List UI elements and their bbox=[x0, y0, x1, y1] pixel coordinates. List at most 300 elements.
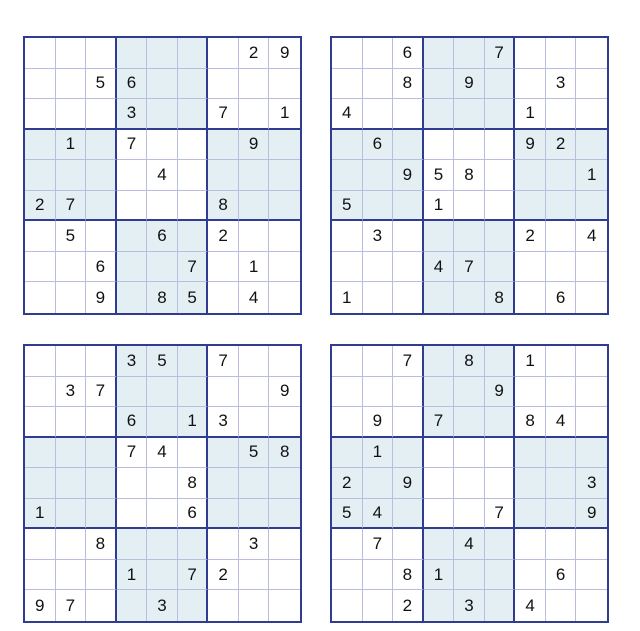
sudoku-cell[interactable] bbox=[454, 282, 485, 313]
sudoku-cell[interactable]: 8 bbox=[393, 69, 424, 100]
sudoku-cell[interactable] bbox=[208, 529, 239, 560]
sudoku-cell[interactable] bbox=[393, 499, 424, 530]
sudoku-cell[interactable]: 7 bbox=[208, 346, 239, 377]
sudoku-cell[interactable]: 1 bbox=[576, 160, 607, 191]
sudoku-cell[interactable]: 3 bbox=[147, 590, 178, 621]
sudoku-cell[interactable]: 7 bbox=[178, 560, 209, 591]
sudoku-cell[interactable] bbox=[178, 99, 209, 130]
sudoku-cell[interactable] bbox=[239, 499, 270, 530]
sudoku-cell[interactable] bbox=[86, 130, 117, 161]
sudoku-cell[interactable] bbox=[269, 282, 300, 313]
sudoku-cell[interactable]: 5 bbox=[147, 346, 178, 377]
sudoku-cell[interactable] bbox=[86, 590, 117, 621]
sudoku-cell[interactable] bbox=[454, 438, 485, 469]
sudoku-cell[interactable] bbox=[25, 282, 56, 313]
sudoku-cell[interactable]: 6 bbox=[86, 252, 117, 283]
sudoku-cell[interactable] bbox=[56, 346, 87, 377]
sudoku-cell[interactable] bbox=[56, 529, 87, 560]
sudoku-cell[interactable] bbox=[546, 38, 577, 69]
sudoku-cell[interactable] bbox=[363, 377, 394, 408]
sudoku-cell[interactable] bbox=[546, 99, 577, 130]
sudoku-cell[interactable] bbox=[178, 191, 209, 222]
sudoku-cell[interactable] bbox=[546, 468, 577, 499]
sudoku-cell[interactable] bbox=[515, 160, 546, 191]
sudoku-cell[interactable]: 4 bbox=[363, 499, 394, 530]
sudoku-cell[interactable] bbox=[208, 590, 239, 621]
sudoku-cell[interactable]: 5 bbox=[86, 69, 117, 100]
sudoku-cell[interactable] bbox=[363, 560, 394, 591]
sudoku-cell[interactable]: 5 bbox=[178, 282, 209, 313]
sudoku-cell[interactable]: 8 bbox=[485, 282, 516, 313]
sudoku-cell[interactable]: 5 bbox=[332, 499, 363, 530]
sudoku-cell[interactable]: 7 bbox=[86, 377, 117, 408]
sudoku-cell[interactable] bbox=[424, 499, 455, 530]
sudoku-cell[interactable] bbox=[117, 377, 148, 408]
sudoku-cell[interactable] bbox=[515, 438, 546, 469]
sudoku-cell[interactable] bbox=[269, 560, 300, 591]
sudoku-cell[interactable] bbox=[393, 377, 424, 408]
sudoku-cell[interactable] bbox=[25, 69, 56, 100]
sudoku-cell[interactable] bbox=[178, 69, 209, 100]
sudoku-cell[interactable] bbox=[117, 468, 148, 499]
sudoku-cell[interactable]: 7 bbox=[208, 99, 239, 130]
sudoku-cell[interactable] bbox=[86, 346, 117, 377]
sudoku-cell[interactable] bbox=[576, 529, 607, 560]
sudoku-cell[interactable]: 8 bbox=[208, 191, 239, 222]
sudoku-cell[interactable] bbox=[86, 160, 117, 191]
sudoku-cell[interactable] bbox=[178, 590, 209, 621]
sudoku-cell[interactable] bbox=[86, 560, 117, 591]
sudoku-cell[interactable] bbox=[485, 560, 516, 591]
sudoku-cell[interactable] bbox=[117, 191, 148, 222]
sudoku-cell[interactable]: 3 bbox=[576, 468, 607, 499]
sudoku-cell[interactable] bbox=[363, 346, 394, 377]
sudoku-cell[interactable] bbox=[178, 221, 209, 252]
sudoku-cell[interactable] bbox=[25, 377, 56, 408]
sudoku-cell[interactable] bbox=[424, 282, 455, 313]
sudoku-cell[interactable] bbox=[239, 468, 270, 499]
sudoku-cell[interactable] bbox=[269, 407, 300, 438]
sudoku-cell[interactable] bbox=[576, 69, 607, 100]
sudoku-cell[interactable] bbox=[363, 252, 394, 283]
sudoku-cell[interactable] bbox=[515, 69, 546, 100]
sudoku-cell[interactable] bbox=[269, 160, 300, 191]
sudoku-cell[interactable]: 2 bbox=[208, 221, 239, 252]
sudoku-cell[interactable]: 1 bbox=[117, 560, 148, 591]
sudoku-cell[interactable] bbox=[208, 130, 239, 161]
sudoku-cell[interactable] bbox=[576, 282, 607, 313]
sudoku-cell[interactable]: 3 bbox=[454, 590, 485, 621]
sudoku-cell[interactable] bbox=[178, 38, 209, 69]
sudoku-cell[interactable] bbox=[454, 99, 485, 130]
sudoku-cell[interactable]: 7 bbox=[424, 407, 455, 438]
sudoku-cell[interactable] bbox=[332, 560, 363, 591]
sudoku-cell[interactable] bbox=[117, 252, 148, 283]
sudoku-cell[interactable] bbox=[239, 377, 270, 408]
sudoku-cell[interactable] bbox=[269, 221, 300, 252]
sudoku-cell[interactable]: 7 bbox=[56, 191, 87, 222]
sudoku-cell[interactable] bbox=[25, 560, 56, 591]
sudoku-cell[interactable] bbox=[424, 438, 455, 469]
sudoku-cell[interactable]: 9 bbox=[269, 377, 300, 408]
sudoku-cell[interactable] bbox=[56, 252, 87, 283]
sudoku-cell[interactable] bbox=[515, 560, 546, 591]
sudoku-cell[interactable] bbox=[25, 38, 56, 69]
sudoku-cell[interactable]: 1 bbox=[56, 130, 87, 161]
sudoku-cell[interactable] bbox=[485, 407, 516, 438]
sudoku-cell[interactable]: 9 bbox=[393, 468, 424, 499]
sudoku-cell[interactable] bbox=[424, 99, 455, 130]
sudoku-cell[interactable] bbox=[515, 252, 546, 283]
sudoku-cell[interactable] bbox=[239, 191, 270, 222]
sudoku-cell[interactable]: 4 bbox=[147, 160, 178, 191]
sudoku-cell[interactable]: 8 bbox=[86, 529, 117, 560]
sudoku-cell[interactable] bbox=[393, 438, 424, 469]
sudoku-cell[interactable] bbox=[56, 407, 87, 438]
sudoku-cell[interactable] bbox=[178, 130, 209, 161]
sudoku-cell[interactable]: 7 bbox=[485, 499, 516, 530]
sudoku-cell[interactable] bbox=[269, 346, 300, 377]
sudoku-cell[interactable] bbox=[208, 377, 239, 408]
sudoku-cell[interactable]: 5 bbox=[332, 191, 363, 222]
sudoku-cell[interactable] bbox=[208, 38, 239, 69]
sudoku-cell[interactable]: 2 bbox=[332, 468, 363, 499]
sudoku-cell[interactable] bbox=[239, 160, 270, 191]
sudoku-cell[interactable] bbox=[239, 407, 270, 438]
sudoku-cell[interactable] bbox=[269, 130, 300, 161]
sudoku-cell[interactable] bbox=[546, 252, 577, 283]
sudoku-cell[interactable] bbox=[86, 407, 117, 438]
sudoku-cell[interactable] bbox=[269, 252, 300, 283]
sudoku-cell[interactable]: 9 bbox=[576, 499, 607, 530]
sudoku-cell[interactable] bbox=[546, 160, 577, 191]
sudoku-cell[interactable] bbox=[269, 590, 300, 621]
sudoku-cell[interactable]: 5 bbox=[56, 221, 87, 252]
sudoku-cell[interactable]: 1 bbox=[178, 407, 209, 438]
sudoku-cell[interactable] bbox=[178, 438, 209, 469]
sudoku-cell[interactable]: 4 bbox=[424, 252, 455, 283]
sudoku-cell[interactable] bbox=[485, 438, 516, 469]
sudoku-cell[interactable] bbox=[454, 560, 485, 591]
sudoku-cell[interactable] bbox=[393, 407, 424, 438]
sudoku-cell[interactable] bbox=[546, 221, 577, 252]
sudoku-cell[interactable]: 8 bbox=[147, 282, 178, 313]
sudoku-cell[interactable] bbox=[117, 499, 148, 530]
sudoku-cell[interactable] bbox=[424, 130, 455, 161]
sudoku-cell[interactable] bbox=[208, 160, 239, 191]
sudoku-cell[interactable] bbox=[269, 468, 300, 499]
sudoku-cell[interactable]: 8 bbox=[178, 468, 209, 499]
sudoku-cell[interactable] bbox=[56, 160, 87, 191]
sudoku-cell[interactable] bbox=[239, 560, 270, 591]
sudoku-cell[interactable] bbox=[239, 221, 270, 252]
sudoku-cell[interactable] bbox=[485, 468, 516, 499]
sudoku-cell[interactable] bbox=[546, 590, 577, 621]
sudoku-cell[interactable] bbox=[86, 38, 117, 69]
sudoku-cell[interactable] bbox=[546, 377, 577, 408]
sudoku-cell[interactable] bbox=[208, 282, 239, 313]
sudoku-cell[interactable] bbox=[515, 499, 546, 530]
sudoku-cell[interactable]: 7 bbox=[117, 130, 148, 161]
sudoku-cell[interactable] bbox=[485, 69, 516, 100]
sudoku-cell[interactable]: 9 bbox=[86, 282, 117, 313]
sudoku-cell[interactable]: 3 bbox=[208, 407, 239, 438]
sudoku-cell[interactable] bbox=[117, 38, 148, 69]
sudoku-cell[interactable] bbox=[208, 69, 239, 100]
sudoku-cell[interactable]: 1 bbox=[25, 499, 56, 530]
sudoku-cell[interactable] bbox=[25, 130, 56, 161]
sudoku-cell[interactable] bbox=[454, 221, 485, 252]
sudoku-cell[interactable] bbox=[25, 407, 56, 438]
sudoku-cell[interactable]: 2 bbox=[208, 560, 239, 591]
sudoku-cell[interactable] bbox=[56, 438, 87, 469]
sudoku-cell[interactable]: 1 bbox=[424, 560, 455, 591]
sudoku-cell[interactable] bbox=[56, 69, 87, 100]
sudoku-cell[interactable] bbox=[332, 130, 363, 161]
sudoku-cell[interactable] bbox=[485, 590, 516, 621]
sudoku-cell[interactable] bbox=[25, 252, 56, 283]
sudoku-cell[interactable] bbox=[147, 69, 178, 100]
sudoku-cell[interactable] bbox=[485, 252, 516, 283]
sudoku-cell[interactable] bbox=[332, 38, 363, 69]
sudoku-cell[interactable] bbox=[86, 191, 117, 222]
sudoku-cell[interactable] bbox=[269, 69, 300, 100]
sudoku-cell[interactable] bbox=[208, 252, 239, 283]
sudoku-cell[interactable] bbox=[25, 529, 56, 560]
sudoku-cell[interactable] bbox=[363, 191, 394, 222]
sudoku-cell[interactable]: 2 bbox=[515, 221, 546, 252]
sudoku-cell[interactable]: 6 bbox=[178, 499, 209, 530]
sudoku-cell[interactable] bbox=[393, 191, 424, 222]
sudoku-cell[interactable] bbox=[393, 252, 424, 283]
sudoku-cell[interactable]: 2 bbox=[239, 38, 270, 69]
sudoku-cell[interactable] bbox=[485, 191, 516, 222]
sudoku-cell[interactable]: 7 bbox=[485, 38, 516, 69]
sudoku-cell[interactable] bbox=[576, 38, 607, 69]
sudoku-cell[interactable] bbox=[515, 529, 546, 560]
sudoku-cell[interactable] bbox=[454, 377, 485, 408]
sudoku-cell[interactable] bbox=[86, 468, 117, 499]
sudoku-cell[interactable] bbox=[239, 69, 270, 100]
sudoku-cell[interactable] bbox=[332, 590, 363, 621]
sudoku-cell[interactable] bbox=[454, 407, 485, 438]
sudoku-cell[interactable]: 8 bbox=[393, 560, 424, 591]
sudoku-cell[interactable]: 1 bbox=[239, 252, 270, 283]
sudoku-cell[interactable] bbox=[332, 377, 363, 408]
sudoku-cell[interactable] bbox=[332, 438, 363, 469]
sudoku-cell[interactable] bbox=[178, 377, 209, 408]
sudoku-cell[interactable] bbox=[332, 160, 363, 191]
sudoku-cell[interactable]: 9 bbox=[25, 590, 56, 621]
sudoku-cell[interactable] bbox=[86, 499, 117, 530]
sudoku-cell[interactable] bbox=[269, 499, 300, 530]
sudoku-cell[interactable]: 3 bbox=[117, 99, 148, 130]
sudoku-cell[interactable]: 4 bbox=[454, 529, 485, 560]
sudoku-cell[interactable] bbox=[424, 346, 455, 377]
sudoku-cell[interactable] bbox=[147, 252, 178, 283]
sudoku-cell[interactable] bbox=[393, 529, 424, 560]
sudoku-cell[interactable] bbox=[332, 221, 363, 252]
sudoku-cell[interactable] bbox=[454, 191, 485, 222]
sudoku-cell[interactable] bbox=[332, 69, 363, 100]
sudoku-cell[interactable] bbox=[147, 560, 178, 591]
sudoku-cell[interactable] bbox=[56, 38, 87, 69]
sudoku-cell[interactable]: 8 bbox=[515, 407, 546, 438]
sudoku-cell[interactable] bbox=[56, 99, 87, 130]
sudoku-cell[interactable]: 3 bbox=[117, 346, 148, 377]
sudoku-cell[interactable] bbox=[178, 529, 209, 560]
sudoku-cell[interactable] bbox=[546, 191, 577, 222]
sudoku-cell[interactable] bbox=[515, 468, 546, 499]
sudoku-cell[interactable]: 7 bbox=[117, 438, 148, 469]
sudoku-cell[interactable] bbox=[424, 377, 455, 408]
sudoku-cell[interactable] bbox=[485, 160, 516, 191]
sudoku-cell[interactable] bbox=[332, 252, 363, 283]
sudoku-cell[interactable]: 3 bbox=[363, 221, 394, 252]
sudoku-cell[interactable]: 2 bbox=[25, 191, 56, 222]
sudoku-cell[interactable]: 4 bbox=[332, 99, 363, 130]
sudoku-cell[interactable] bbox=[393, 282, 424, 313]
sudoku-cell[interactable] bbox=[576, 590, 607, 621]
sudoku-cell[interactable]: 5 bbox=[424, 160, 455, 191]
sudoku-cell[interactable]: 3 bbox=[546, 69, 577, 100]
sudoku-cell[interactable]: 7 bbox=[454, 252, 485, 283]
sudoku-cell[interactable] bbox=[576, 560, 607, 591]
sudoku-cell[interactable] bbox=[147, 407, 178, 438]
sudoku-cell[interactable] bbox=[576, 346, 607, 377]
sudoku-cell[interactable] bbox=[117, 160, 148, 191]
sudoku-cell[interactable] bbox=[147, 130, 178, 161]
sudoku-cell[interactable] bbox=[332, 346, 363, 377]
sudoku-cell[interactable] bbox=[363, 69, 394, 100]
sudoku-cell[interactable] bbox=[25, 346, 56, 377]
sudoku-cell[interactable]: 9 bbox=[454, 69, 485, 100]
sudoku-cell[interactable] bbox=[485, 130, 516, 161]
sudoku-cell[interactable] bbox=[424, 221, 455, 252]
sudoku-cell[interactable]: 6 bbox=[546, 560, 577, 591]
sudoku-cell[interactable] bbox=[576, 130, 607, 161]
sudoku-cell[interactable] bbox=[25, 468, 56, 499]
sudoku-cell[interactable] bbox=[25, 160, 56, 191]
sudoku-cell[interactable] bbox=[25, 99, 56, 130]
sudoku-cell[interactable] bbox=[147, 38, 178, 69]
sudoku-cell[interactable] bbox=[485, 346, 516, 377]
sudoku-cell[interactable] bbox=[546, 529, 577, 560]
sudoku-cell[interactable] bbox=[576, 407, 607, 438]
sudoku-cell[interactable] bbox=[363, 590, 394, 621]
sudoku-cell[interactable]: 7 bbox=[56, 590, 87, 621]
sudoku-cell[interactable]: 6 bbox=[363, 130, 394, 161]
sudoku-cell[interactable] bbox=[147, 377, 178, 408]
sudoku-cell[interactable] bbox=[269, 191, 300, 222]
sudoku-cell[interactable] bbox=[485, 529, 516, 560]
sudoku-cell[interactable] bbox=[239, 590, 270, 621]
sudoku-cell[interactable] bbox=[424, 590, 455, 621]
sudoku-cell[interactable] bbox=[56, 282, 87, 313]
sudoku-cell[interactable] bbox=[147, 99, 178, 130]
sudoku-cell[interactable] bbox=[393, 99, 424, 130]
sudoku-cell[interactable] bbox=[147, 191, 178, 222]
sudoku-cell[interactable]: 1 bbox=[332, 282, 363, 313]
sudoku-cell[interactable] bbox=[332, 407, 363, 438]
sudoku-cell[interactable] bbox=[117, 282, 148, 313]
sudoku-cell[interactable] bbox=[485, 99, 516, 130]
sudoku-cell[interactable]: 4 bbox=[239, 282, 270, 313]
sudoku-cell[interactable] bbox=[147, 468, 178, 499]
sudoku-cell[interactable]: 1 bbox=[515, 99, 546, 130]
sudoku-cell[interactable]: 6 bbox=[393, 38, 424, 69]
sudoku-cell[interactable] bbox=[454, 468, 485, 499]
sudoku-cell[interactable] bbox=[546, 346, 577, 377]
sudoku-cell[interactable] bbox=[363, 468, 394, 499]
sudoku-cell[interactable] bbox=[332, 529, 363, 560]
sudoku-cell[interactable] bbox=[424, 468, 455, 499]
sudoku-cell[interactable] bbox=[576, 252, 607, 283]
sudoku-cell[interactable] bbox=[515, 191, 546, 222]
sudoku-cell[interactable] bbox=[56, 468, 87, 499]
sudoku-cell[interactable] bbox=[208, 468, 239, 499]
sudoku-cell[interactable]: 9 bbox=[269, 38, 300, 69]
sudoku-cell[interactable] bbox=[576, 438, 607, 469]
sudoku-cell[interactable] bbox=[454, 38, 485, 69]
sudoku-cell[interactable] bbox=[25, 438, 56, 469]
sudoku-cell[interactable]: 7 bbox=[393, 346, 424, 377]
sudoku-cell[interactable] bbox=[515, 282, 546, 313]
sudoku-cell[interactable] bbox=[239, 346, 270, 377]
sudoku-cell[interactable] bbox=[86, 438, 117, 469]
sudoku-cell[interactable]: 6 bbox=[117, 69, 148, 100]
sudoku-cell[interactable]: 4 bbox=[515, 590, 546, 621]
sudoku-cell[interactable] bbox=[56, 560, 87, 591]
sudoku-cell[interactable] bbox=[363, 99, 394, 130]
sudoku-cell[interactable] bbox=[86, 221, 117, 252]
sudoku-cell[interactable] bbox=[147, 529, 178, 560]
sudoku-cell[interactable] bbox=[576, 99, 607, 130]
sudoku-cell[interactable]: 4 bbox=[576, 221, 607, 252]
sudoku-cell[interactable]: 7 bbox=[178, 252, 209, 283]
sudoku-cell[interactable] bbox=[363, 160, 394, 191]
sudoku-cell[interactable] bbox=[515, 38, 546, 69]
sudoku-cell[interactable]: 8 bbox=[454, 160, 485, 191]
sudoku-cell[interactable] bbox=[363, 38, 394, 69]
sudoku-cell[interactable]: 6 bbox=[546, 282, 577, 313]
sudoku-cell[interactable]: 1 bbox=[515, 346, 546, 377]
sudoku-cell[interactable]: 5 bbox=[239, 438, 270, 469]
sudoku-cell[interactable] bbox=[393, 221, 424, 252]
sudoku-cell[interactable]: 4 bbox=[147, 438, 178, 469]
sudoku-cell[interactable]: 1 bbox=[424, 191, 455, 222]
sudoku-cell[interactable]: 9 bbox=[363, 407, 394, 438]
sudoku-cell[interactable]: 9 bbox=[393, 160, 424, 191]
sudoku-cell[interactable] bbox=[239, 99, 270, 130]
sudoku-cell[interactable] bbox=[363, 282, 394, 313]
sudoku-cell[interactable]: 8 bbox=[269, 438, 300, 469]
sudoku-cell[interactable]: 6 bbox=[117, 407, 148, 438]
sudoku-cell[interactable]: 9 bbox=[515, 130, 546, 161]
sudoku-cell[interactable] bbox=[515, 377, 546, 408]
sudoku-cell[interactable]: 6 bbox=[147, 221, 178, 252]
sudoku-cell[interactable] bbox=[117, 529, 148, 560]
sudoku-cell[interactable] bbox=[454, 130, 485, 161]
sudoku-cell[interactable] bbox=[546, 438, 577, 469]
sudoku-cell[interactable]: 1 bbox=[269, 99, 300, 130]
sudoku-cell[interactable]: 7 bbox=[363, 529, 394, 560]
sudoku-cell[interactable] bbox=[208, 499, 239, 530]
sudoku-cell[interactable]: 3 bbox=[56, 377, 87, 408]
sudoku-cell[interactable]: 2 bbox=[393, 590, 424, 621]
sudoku-cell[interactable] bbox=[546, 499, 577, 530]
sudoku-cell[interactable] bbox=[178, 346, 209, 377]
